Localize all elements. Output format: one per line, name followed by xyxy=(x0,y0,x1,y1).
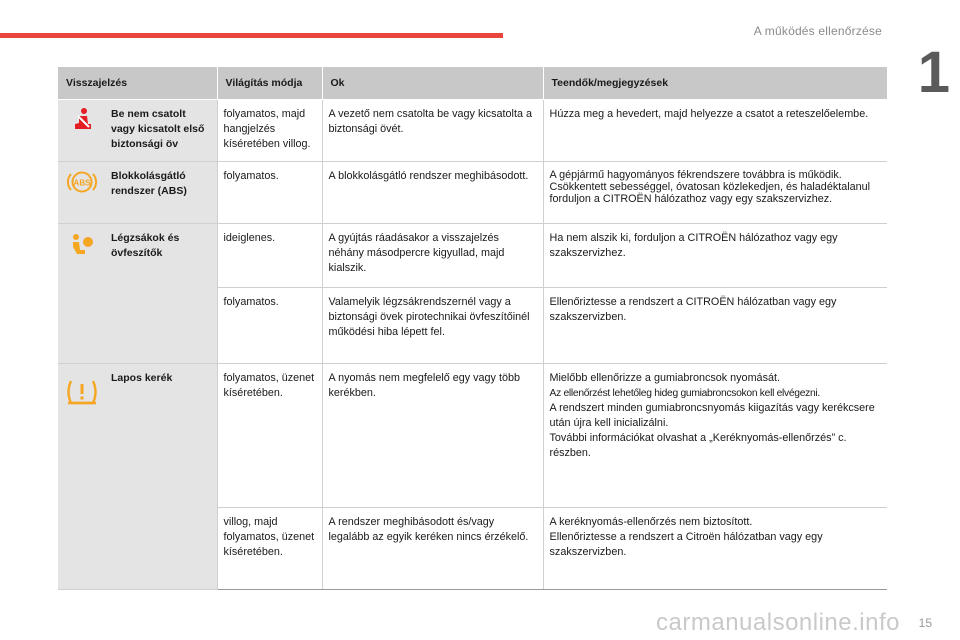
note-line: Ellenőriztesse a rendszert a Citroën hálózatban vagy egy szakszervizben. xyxy=(549,531,823,558)
note-line: A rendszert minden gumiabroncsnyomás kiigazítás vagy kerékcsere után újra kell inicializálni. xyxy=(549,402,875,429)
column-header: Teendők/megjegyzések xyxy=(543,67,887,100)
lighting-mode: folyamatos, majd hangjelzés kíséretében villog. xyxy=(217,100,322,162)
airbag-warning-icon xyxy=(68,250,96,262)
notes-cell xyxy=(543,288,887,364)
watermark: carmanualsonline.info xyxy=(656,609,900,636)
notes-cell xyxy=(543,162,887,224)
chapter-number: 1 xyxy=(917,40,950,105)
svg-text:ABS: ABS xyxy=(73,178,90,188)
lighting-mode: folyamatos, üzenet kíséretében. xyxy=(217,364,322,508)
indicator-name: Lapos kerék xyxy=(105,364,217,590)
cause-text: A rendszer meghibásodott és/vagy legalább az egyik keréken nincs érzékelő. xyxy=(322,508,543,590)
table-header-row xyxy=(58,67,887,100)
indicator-name: Légzsákok és övfeszítők xyxy=(105,224,217,364)
note-line: A keréknyomás-ellenőrzés nem biztosított. xyxy=(549,516,753,528)
cause-text: A nyomás nem megfelelő egy vagy több kerékben. xyxy=(322,364,543,508)
table-row xyxy=(58,100,887,162)
lighting-mode: folyamatos. xyxy=(217,288,322,364)
page-header-title: A működés ellenőrzése xyxy=(753,24,882,38)
seatbelt-warning-icon xyxy=(69,124,95,136)
warning-lights-table xyxy=(58,67,888,590)
header-accent-bar xyxy=(0,33,503,38)
lighting-mode: folyamatos. xyxy=(217,162,322,224)
lighting-mode: villog, majd folyamatos, üzenet kíséretében. xyxy=(217,508,322,590)
note-line: Ellenőriztesse a rendszert a CITROËN hálózatban vagy egy szakszervizben. xyxy=(549,296,837,323)
table-row xyxy=(58,364,887,508)
note-line: További információkat olvashat a „Keréknyomás-ellenőrzés” c. részben. xyxy=(549,432,847,459)
note-line: Húzza meg a hevedert, majd helyezze a csatot a reteszelőelembe. xyxy=(549,108,869,120)
column-header: Világítás módja xyxy=(217,67,322,100)
table-row xyxy=(58,162,887,224)
indicator-icon-cell xyxy=(58,364,105,590)
flat-tyre-warning-icon xyxy=(65,397,99,409)
note-line: A gépjármű hagyományos fékrendszere továbbra is működik. Csökkentett sebességgel, óvatosan közlekedjen, és haladéktalanul forduljon a CITROËN hálózathoz vagy egy szakszervizhez. xyxy=(549,169,871,205)
abs-warning-icon xyxy=(67,178,97,198)
cause-text: A blokkolásgátló rendszer meghibásodott. xyxy=(322,162,543,224)
indicator-name: Blokkolásgátló rendszer (ABS) xyxy=(105,162,217,224)
table-row xyxy=(58,224,887,288)
notes-cell xyxy=(543,364,887,508)
indicator-icon-cell xyxy=(58,162,105,224)
column-header: Visszajelzés xyxy=(58,67,217,100)
cause-text: Valamelyik légzsákrendszernél vagy a biztonsági övek pirotechnikai övfeszítőinél működési hiba lépett fel. xyxy=(322,288,543,364)
lighting-mode: ideiglenes. xyxy=(217,224,322,288)
notes-cell xyxy=(543,224,887,288)
note-line: Ha nem alszik ki, forduljon a CITROËN hálózathoz vagy egy szakszervizhez. xyxy=(549,232,838,259)
notes-cell xyxy=(543,100,887,162)
notes-cell xyxy=(543,508,887,590)
cause-text: A vezető nem csatolta be vagy kicsatolta a biztonsági övét. xyxy=(322,100,543,162)
column-header: Ok xyxy=(322,67,543,100)
cause-text: A gyújtás ráadásakor a visszajelzés néhány másodpercre kigyullad, majd kialszik. xyxy=(322,224,543,288)
indicator-icon-cell xyxy=(58,100,105,162)
note-line: Mielőbb ellenőrizze a gumiabroncsok nyomását. xyxy=(549,372,780,384)
page-number: 15 xyxy=(918,616,932,630)
indicator-icon-cell xyxy=(58,224,105,364)
note-line: Az ellenőrzést lehetőleg hideg gumiabroncsokon kell elvégezni. xyxy=(549,388,820,399)
indicator-name: Be nem csatolt vagy kicsatolt első biztonsági öv xyxy=(105,100,217,162)
